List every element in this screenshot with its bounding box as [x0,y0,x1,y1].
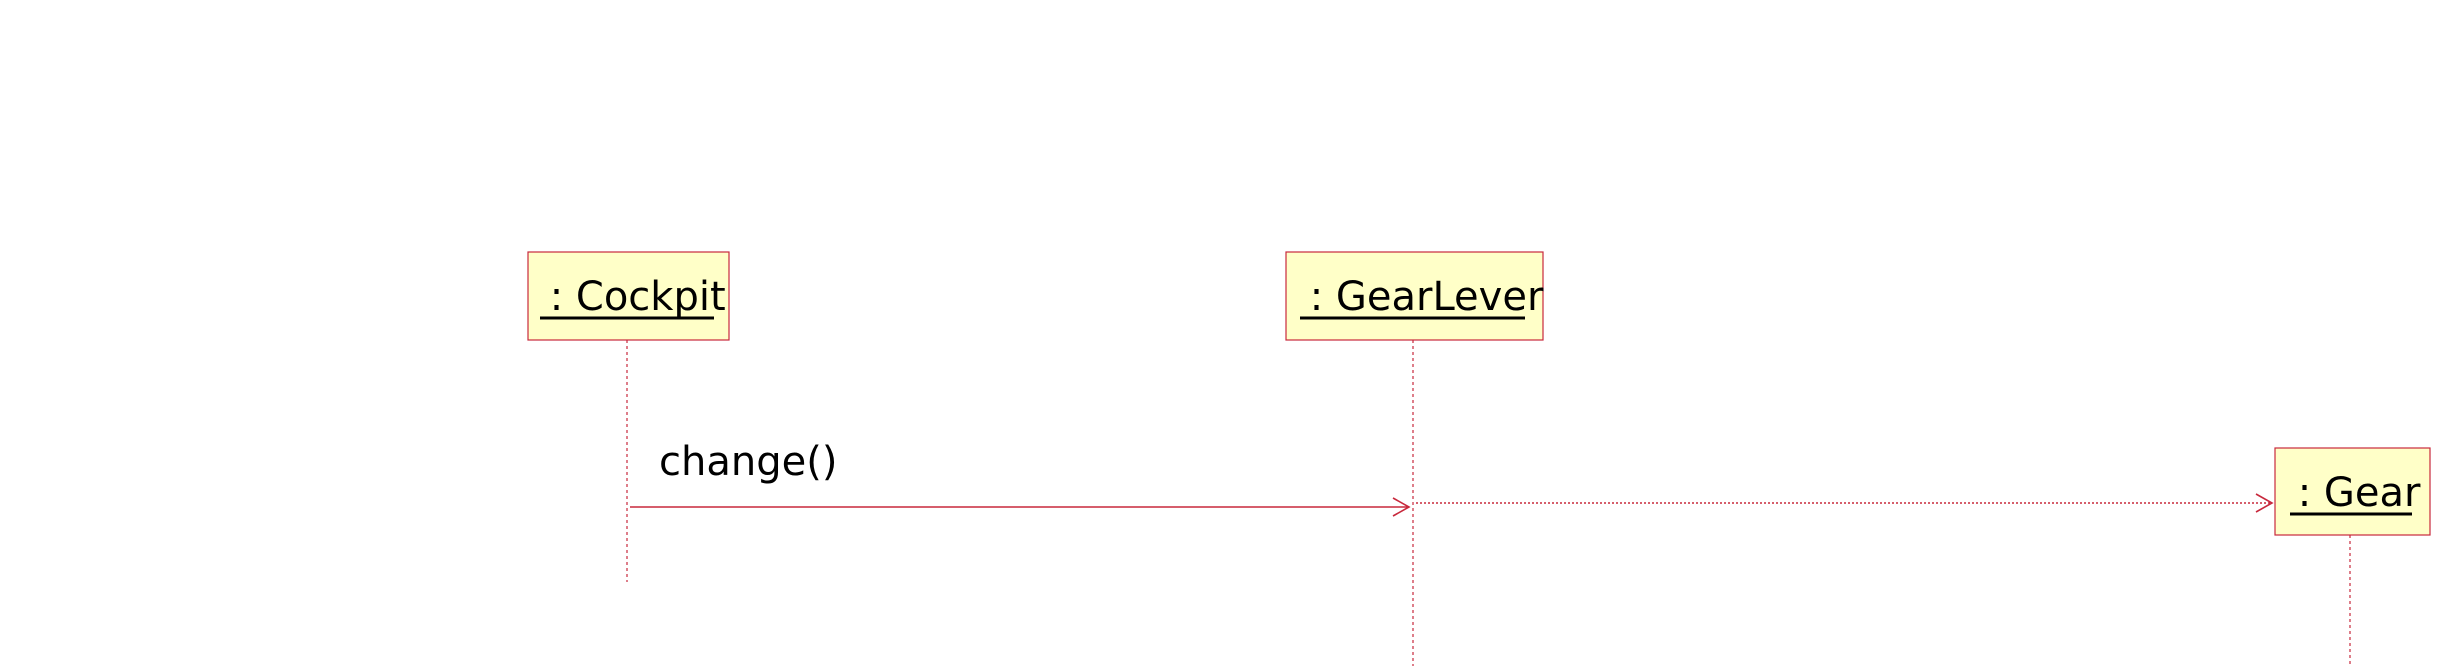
cockpit-object[interactable] [528,252,729,340]
gearlever-object[interactable] [1286,252,1544,340]
gear-label: : Gear [2285,470,2421,516]
change-message[interactable] [630,439,1409,516]
change-message-label: change() [659,439,838,485]
gear-object[interactable] [2275,448,2430,535]
gearlever-label: : GearLever [1297,274,1544,320]
cockpit-label: : Cockpit [537,274,726,320]
gearlever-to-gear-message[interactable] [1416,494,2272,512]
